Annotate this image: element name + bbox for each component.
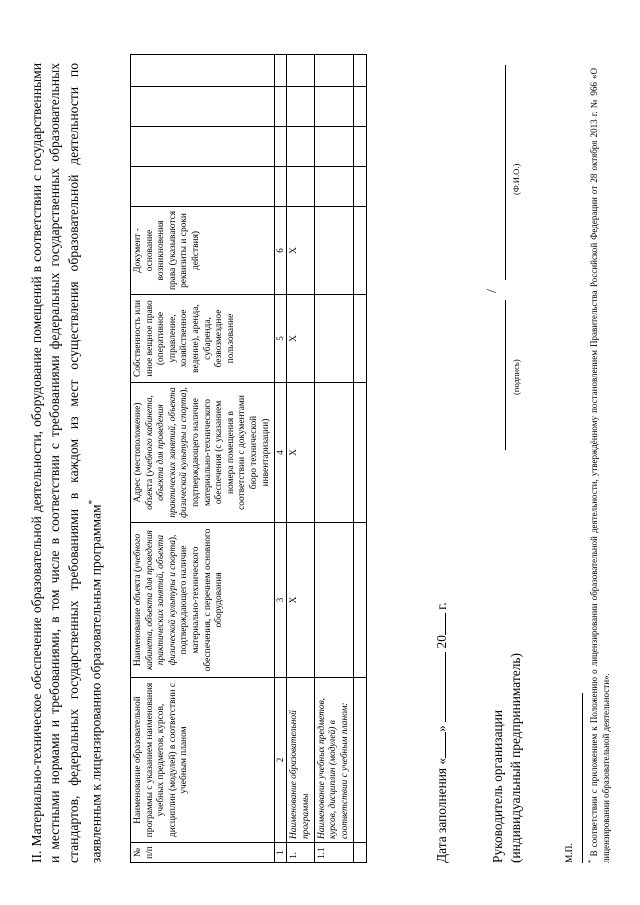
section-title-footnote-mark: * bbox=[87, 499, 98, 505]
fill-date-label: Дата заполнения « bbox=[434, 757, 449, 863]
header-program: Наименование образовательной программы с указанием наименования учебных предметов, курсов, дисциплин (модулей) в соответствии с учебным планом bbox=[131, 678, 275, 843]
empty-cell bbox=[314, 87, 353, 127]
empty-cell bbox=[275, 127, 287, 167]
empty-cell bbox=[354, 87, 367, 127]
fill-date-year-suffix: г. bbox=[434, 602, 449, 610]
signature-blank bbox=[487, 300, 506, 450]
header-object bbox=[131, 523, 275, 678]
column-number: 3 bbox=[275, 523, 287, 678]
header-address-part-b: ), подтверждающего наличие материально-технического обеспечения (с указанием номера помещения в соответствии с документами бюро технической инвентаризации) bbox=[179, 387, 271, 510]
empty-cell bbox=[314, 127, 353, 167]
signatory-role bbox=[489, 653, 525, 863]
row-ownership-cell bbox=[314, 295, 353, 383]
table-header-row bbox=[131, 55, 275, 863]
header-empty-cell bbox=[131, 55, 275, 87]
column-number: 2 bbox=[275, 678, 287, 843]
column-number: 6 bbox=[275, 207, 287, 295]
empty-cell bbox=[287, 167, 315, 207]
row-number: 1. bbox=[287, 843, 315, 863]
empty-cell bbox=[354, 207, 367, 295]
header-object-part-a: Наименование объекта ( bbox=[133, 568, 143, 667]
stamp-place-label: М.П. bbox=[565, 843, 575, 863]
empty-cell bbox=[275, 167, 287, 207]
empty-cell bbox=[354, 523, 367, 678]
row-number: 1.1 bbox=[314, 843, 353, 863]
header-address bbox=[131, 383, 275, 523]
full-name-blank bbox=[487, 65, 506, 280]
fill-date-close-quote: » bbox=[434, 725, 449, 732]
row-document-mark: X bbox=[287, 207, 315, 295]
header-object-italic: учебного кабинета, объекта для проведения практических занятий, объекта физической культуры и спорта bbox=[133, 530, 178, 670]
header-address-italic: учебного кабинета, объекта для проведения практических занятий, объекта физической культуры и спорта bbox=[144, 387, 190, 518]
row-subjects-label: Наименование учебных предметов, курсов, дисциплин (модулей) в соответствии с учебным планом: bbox=[314, 678, 353, 843]
empty-cell bbox=[354, 295, 367, 383]
fill-date-year-prefix: 20 bbox=[434, 635, 449, 649]
column-number-row bbox=[275, 55, 287, 863]
year-blank bbox=[445, 613, 446, 635]
signature-caption: (подпись) bbox=[511, 359, 521, 395]
header-address-part-a: Адрес (местоположение) объекта ( bbox=[133, 402, 155, 510]
signature-slash: / bbox=[485, 289, 500, 293]
signatory-role-line1: Руководитель организации bbox=[490, 709, 505, 863]
column-number: 5 bbox=[275, 295, 287, 383]
row-object-mark: X bbox=[287, 523, 315, 678]
signatory-role-line2: (индивидуальный предприниматель) bbox=[508, 653, 523, 863]
empty-cell bbox=[354, 127, 367, 167]
table-row bbox=[314, 55, 353, 863]
column-number: 1 bbox=[275, 843, 287, 863]
month-blank bbox=[445, 652, 446, 722]
section-title bbox=[28, 63, 106, 863]
full-name-caption: (Ф.И.О.) bbox=[511, 163, 521, 195]
empty-cell bbox=[354, 383, 367, 523]
empty-cell bbox=[275, 55, 287, 87]
section-title-text: II. Материально-техническое обеспечение образовательной деятельности, оборудование помещений в соответствии с государственными и местными нормами и требованиями, в том числе в соответствии с требованиями федеральных государственных образовательных стандартов, федеральных государственных требованиями в каждом из мест осуществления образовательной деятельности по заявленным к лицензированию образовательным программам bbox=[29, 63, 104, 863]
header-document: Документ - основание возникновения права (указываются реквизиты и сроки действия) bbox=[131, 207, 275, 295]
header-empty-cell bbox=[131, 127, 275, 167]
footnote-divider bbox=[582, 693, 583, 863]
header-empty-cell bbox=[131, 167, 275, 207]
header-number: № п/п bbox=[131, 843, 275, 863]
row-object-cell bbox=[314, 523, 353, 678]
header-empty-cell bbox=[131, 87, 275, 127]
header-ownership: Собственность или иное вещное право (оперативное управление, хозяйственное ведение), аренда, субаренда, безвозмездное пользование bbox=[131, 295, 275, 383]
empty-cell bbox=[354, 55, 367, 87]
empty-cell bbox=[287, 87, 315, 127]
footnote-text: В соответствии с приложением к Положению о лицензировании образовательной деятельности, утверждённому постановлением Правительства Российской Федерации от 28 октября 2013 г. № 966 «О лицензировании образовательной деятельности». bbox=[589, 68, 611, 863]
footnote bbox=[585, 68, 612, 863]
empty-cell bbox=[354, 167, 367, 207]
row-document-cell bbox=[314, 207, 353, 295]
empty-cell bbox=[287, 127, 315, 167]
empty-cell bbox=[354, 678, 367, 843]
row-program-name: Наименование образовательной программы bbox=[287, 678, 315, 843]
empty-cell bbox=[314, 55, 353, 87]
header-object-part-b: ), подтверждающего наличие материально-технического обеспечения, с перечнем основного оборудования bbox=[167, 528, 225, 672]
footnote-mark: * bbox=[587, 859, 595, 863]
day-blank bbox=[445, 732, 446, 758]
empty-table-row bbox=[354, 55, 367, 863]
table-row bbox=[287, 55, 315, 863]
fill-date-line bbox=[434, 602, 450, 863]
empty-cell bbox=[287, 55, 315, 87]
row-address-cell bbox=[314, 383, 353, 523]
row-address-mark: X bbox=[287, 383, 315, 523]
row-ownership-mark: X bbox=[287, 295, 315, 383]
empty-cell bbox=[354, 843, 367, 863]
empty-cell bbox=[275, 87, 287, 127]
column-number: 4 bbox=[275, 383, 287, 523]
material-support-table bbox=[130, 54, 367, 863]
empty-cell bbox=[314, 167, 353, 207]
